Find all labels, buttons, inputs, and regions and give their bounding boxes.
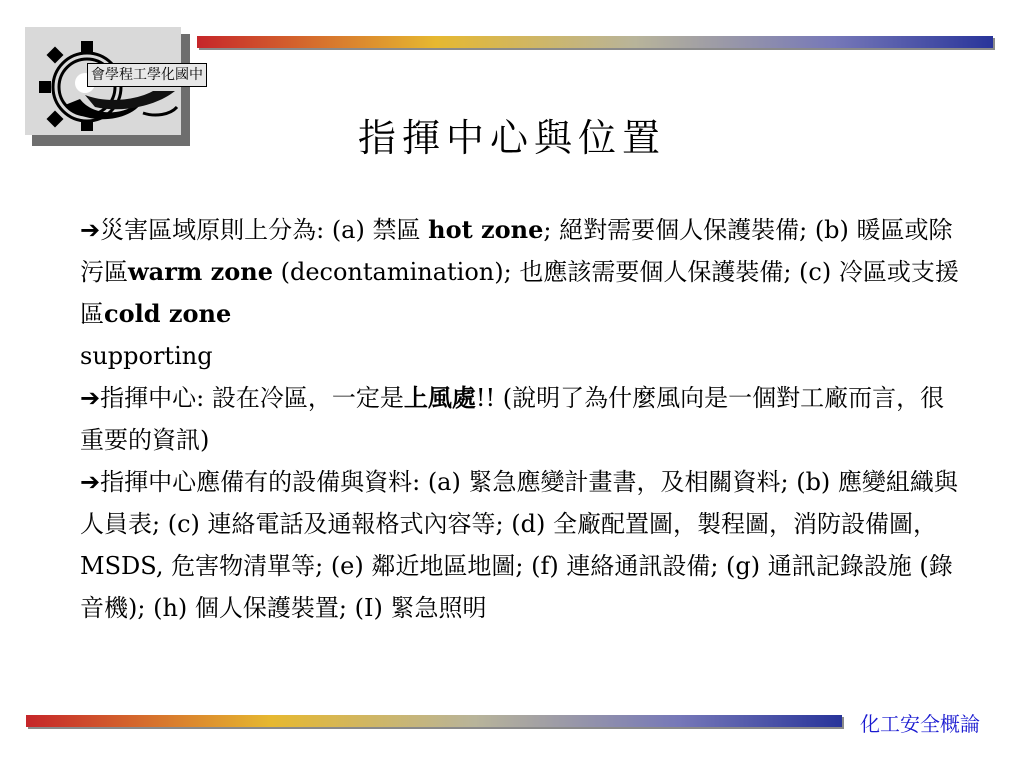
- arrow-right-icon: ➔: [80, 216, 101, 244]
- bottom-gradient-bar: [26, 715, 842, 727]
- bullet-emphasis: cold zone: [104, 299, 232, 328]
- bullet-text: 災害區域原則上分為: (a) 禁區: [100, 216, 429, 244]
- top-gradient-bar: [197, 36, 993, 48]
- arrow-right-icon: ➔: [80, 384, 101, 412]
- slide-content: [80, 209, 960, 629]
- bullet-item: [80, 377, 960, 461]
- bullet-text: supporting: [80, 342, 213, 370]
- bullet-emphasis: 上風處: [403, 383, 476, 412]
- bullet-emphasis: hot zone: [428, 215, 544, 244]
- arrow-right-icon: ➔: [80, 468, 101, 496]
- bullet-text: (decontamination); 也應該需要個人保護裝備; (c) 冷區或支援區: [80, 258, 959, 328]
- bullet-text: 指揮中心應備有的設備與資料: (a) 緊急應變計畫書，及相關資料; (b) 應變組織與人員表; (c) 連絡電話及通報格式內容等; (d) 全廠配置圖，製程圖，消防設備圖，MSDS, 危害物清單等; (e) 鄰近地區地圖; (f) 連絡通訊設備; (g) 通訊記錄設施 (錄音機); (h) 個人保護裝置; (I) 緊急照明: [80, 468, 958, 622]
- bullet-text: 指揮中心: 設在冷區，一定是: [100, 384, 404, 412]
- footer-course-label: 化工安全概論: [860, 712, 980, 736]
- logo-text: 會學程工學化國中: [87, 63, 207, 87]
- bullet-item: [80, 461, 960, 629]
- bullet-text: ; 絕對需要個人保護裝備; (b) 暖區或除污區: [80, 216, 953, 286]
- bullet-item: [80, 209, 960, 377]
- bullet-emphasis: warm zone: [128, 257, 273, 286]
- bullet-text: !! (說明了為什麼風向是一個對工廠而言，很重要的資訊): [80, 384, 945, 454]
- slide-title: 指揮中心與位置: [357, 116, 666, 160]
